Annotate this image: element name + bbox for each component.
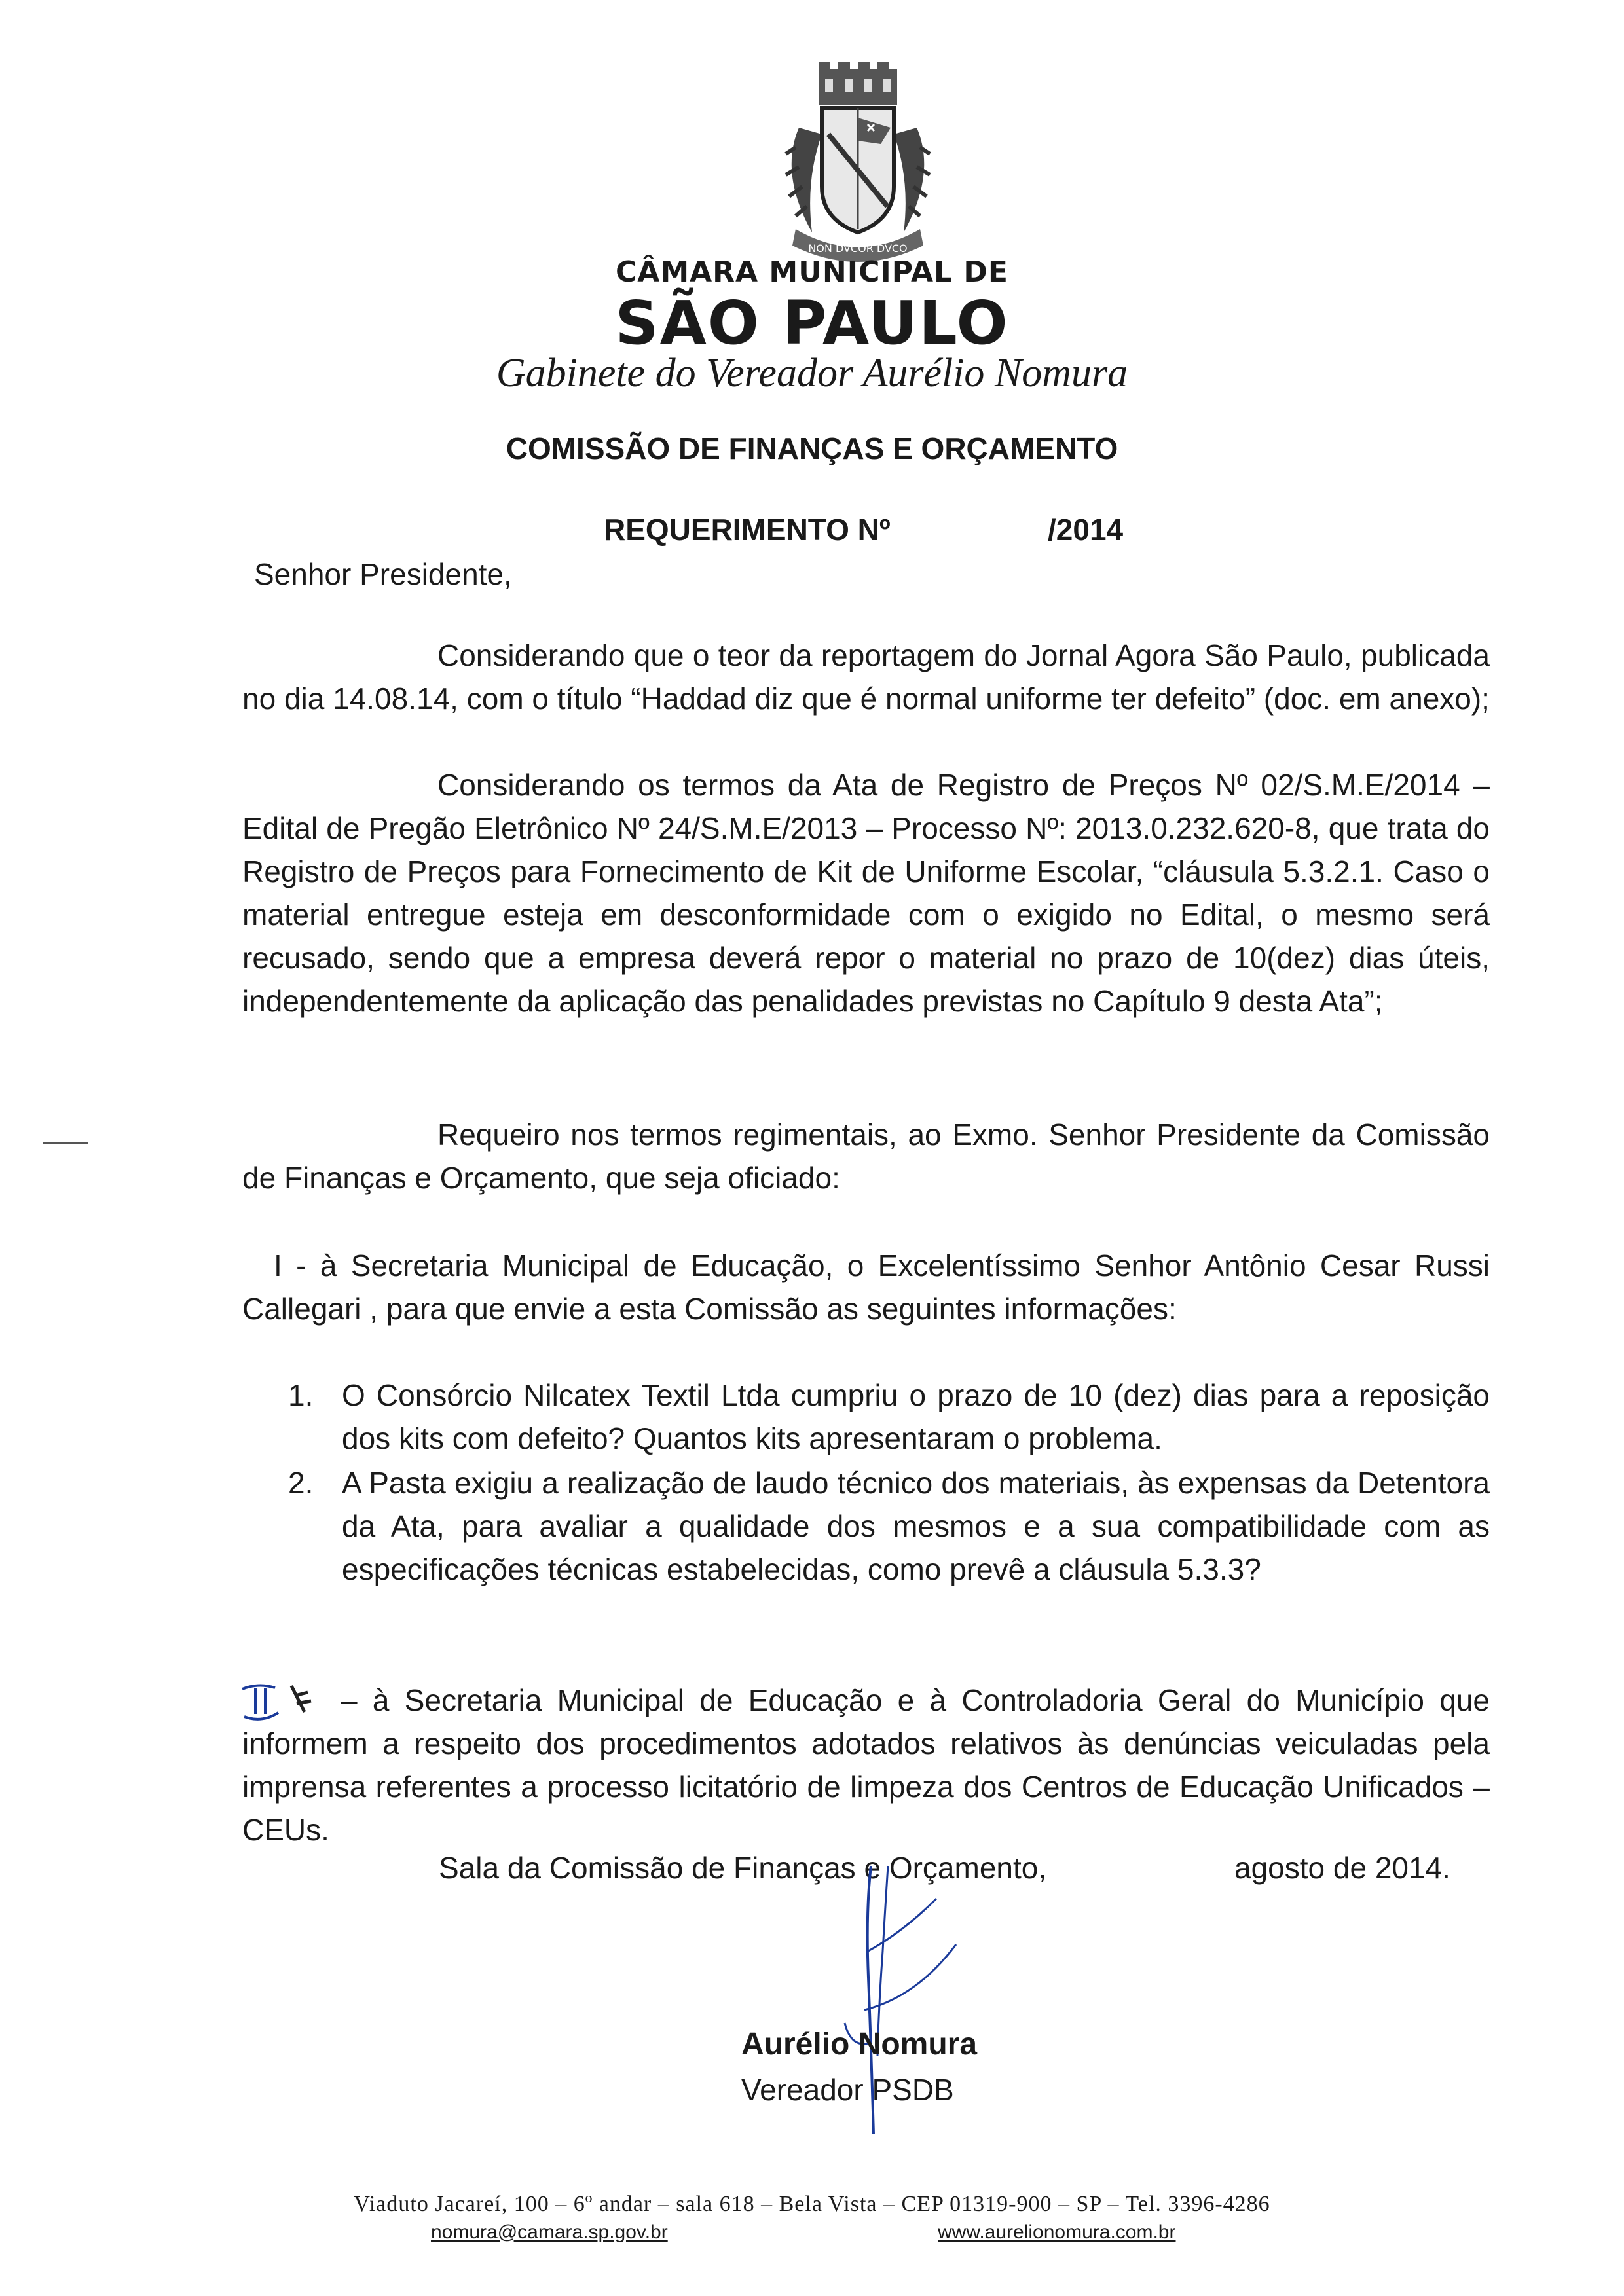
paragraph-considering-terms: Considerando os termos da Ata de Registro de Preços Nº 02/S.M.E/2014 – Edital de Pregão Eletrônico Nº 24/S.M.E/2013 – Processo Nº: 2013.0.232.620-8, que trata do Registro de Preços para Fornecimento de Kit de Uniforme Escolar, “cláusula 5.3.2.1. Caso o material entregue esteja em desconformidade com o exigido no Edital, o mesmo será recusado, sendo que a empresa deverá repor o material no prazo de 10(dez) dias úteis, independentemente da aplicação das penalidades previstas no Capítulo 9 desta Ata”; [242, 768, 1490, 1018]
question-number: 2. [288, 1466, 314, 1500]
committee-title: COMISSÃO DE FINANÇAS E ORÇAMENTO [506, 431, 1118, 465]
signer-name: Aurélio Nomura [741, 2027, 978, 2062]
request-number-label: REQUERIMENTO Nº [604, 513, 891, 547]
chamber-heading: CÂMARA MUNICIPAL DE [615, 255, 1008, 289]
signer-role: Vereador PSDB [741, 2073, 954, 2107]
footer-website-link[interactable]: www.aurelionomura.com.br [938, 2221, 1176, 2243]
closing-place: Sala da Comissão de Finanças e Orçamento, [439, 1851, 1047, 1885]
question-text: O Consórcio Nilcatex Textil Ltda cumpriu o prazo de 10 (dez) dias para a reposição dos kits com defeito? Quantos kits apresentaram o problema. [342, 1378, 1490, 1455]
footer-email-link[interactable]: nomura@camara.sp.gov.br [431, 2221, 668, 2243]
city-heading: SÃO PAULO [615, 288, 1009, 358]
coat-of-arms-icon [760, 56, 956, 272]
request-year: /2014 [1048, 513, 1124, 547]
closing-date: agosto de 2014. [1234, 1851, 1450, 1885]
salutation: Senhor Presidente, [254, 557, 512, 591]
paragraph-request: Requeiro nos termos regimentais, ao Exmo. Senhor Presidente da Comissão de Finanças e Orçamento, que seja oficiado: [242, 1118, 1490, 1195]
cabinet-subtitle: Gabinete do Vereador Aurélio Nomura [496, 351, 1128, 395]
question-number: 1. [288, 1378, 314, 1412]
paragraph-item-i: I - à Secretaria Municipal de Educação, o Excelentíssimo Senhor Antônio Cesar Russi Callegari , para que envie a esta Comissão as seguintes informações: [242, 1248, 1490, 1326]
paragraph-item-ii: – à Secretaria Municipal de Educação e à Controladoria Geral do Município que informem a respeito dos procedimentos adotados relativos às denúncias veiculadas pela imprensa referentes a processo licitatório de limpeza dos Centros de Educação Unificados – CEUs. [242, 1683, 1490, 1847]
footer-address: Viaduto Jacareí, 100 – 6º andar – sala 618 – Bela Vista – CEP 01319-900 – SP – Tel. 3396-4286 [354, 2192, 1270, 2216]
question-list-item [288, 1461, 1490, 1591]
paragraph-considering-report: Considerando que o teor da reportagem do Jornal Agora São Paulo, publicada no dia 14.08.14, com o título “Haddad diz que é normal uniforme ter defeito” (doc. em anexo); [242, 638, 1490, 716]
question-text: A Pasta exigiu a realização de laudo técnico dos materiais, às expensas da Detentora da Ata, para avaliar a qualidade dos mesmos e a sua compatibilidade com as especificações técnicas estabelecidas, como prevê a cláusula 5.3.3? [342, 1466, 1490, 1586]
question-list-item [288, 1374, 1490, 1460]
margin-mark [43, 1142, 88, 1144]
svg-text:NON DVCOR DVCO: NON DVCOR DVCO [808, 242, 908, 255]
